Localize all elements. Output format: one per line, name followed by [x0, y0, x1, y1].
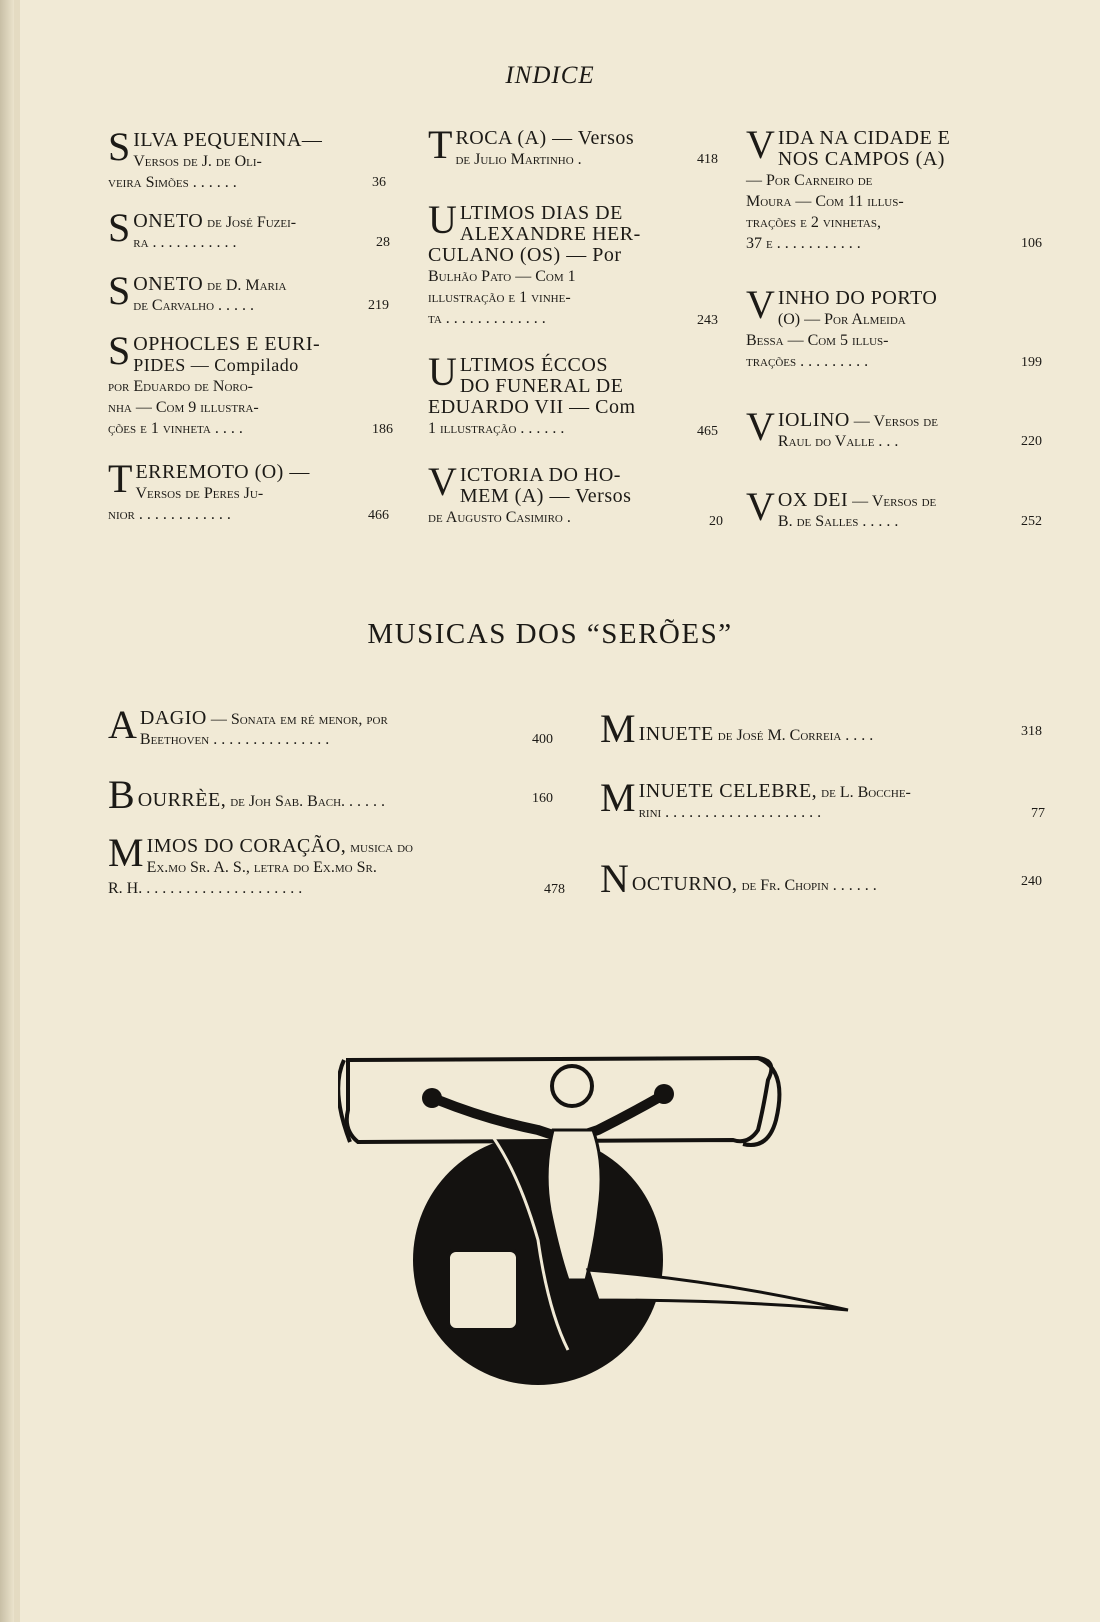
drop-cap: V: [746, 122, 775, 167]
toc-entry[interactable]: [428, 349, 666, 439]
toc-entry[interactable]: [746, 484, 984, 532]
entry-line: Moura — Com 11 illus-: [746, 193, 904, 210]
drop-cap: S: [108, 328, 131, 373]
entry-heading-tail: — Versos de: [849, 413, 938, 430]
entry-line: NOS CAMPOS (A): [777, 148, 945, 170]
entry-line: ções e 1 vinheta . . . .: [108, 420, 243, 437]
entry-heading-tail: — Sonata em ré menor, por: [206, 711, 388, 728]
toc-entry[interactable]: [108, 205, 346, 253]
entry-line: veira Simões . . . . . .: [108, 174, 237, 191]
drop-cap: T: [108, 456, 133, 501]
toc-entry[interactable]: [108, 328, 346, 439]
page-edge: [14, 0, 20, 1622]
page-number: 199: [1021, 355, 1042, 370]
entry-heading: INHO DO PORTO: [777, 287, 938, 309]
music-entry[interactable]: [600, 856, 1000, 901]
toc-entry[interactable]: [428, 459, 666, 528]
entry-line: trações e 2 vinhetas,: [746, 214, 881, 231]
toc-entry[interactable]: [746, 122, 984, 254]
entry-heading: IMOS DO CORAÇÃO,: [146, 835, 347, 857]
page-number: 219: [368, 298, 389, 313]
page-title: INDICE: [505, 62, 595, 89]
entry-heading: ONETO: [133, 210, 204, 232]
entry-line: 1 illustração . . . . . .: [428, 420, 565, 437]
page-number: 478: [544, 882, 565, 897]
entry-line: de Carvalho . . . . .: [133, 297, 255, 314]
music-entry[interactable]: [108, 830, 508, 899]
entry-line: — Por Carneiro de: [746, 172, 873, 189]
page-number: 220: [1021, 434, 1042, 449]
entry-heading: ROCA (A) — Versos: [455, 127, 635, 149]
toc-entry[interactable]: [108, 268, 346, 316]
cherub-head: [552, 1066, 592, 1106]
entry-line: ta . . . . . . . . . . . . .: [428, 310, 546, 327]
entry-line: Versos de Peres Ju-: [135, 485, 264, 502]
entry-heading-tail: de José M. Correia . . . .: [713, 727, 874, 744]
entry-heading-tail: de Joh Sab. Bach. . . . . .: [226, 793, 386, 810]
entry-heading: OURRÈE,: [137, 789, 227, 811]
entry-line: Versos de J. de Oli-: [133, 153, 262, 170]
page-number: 252: [1021, 514, 1042, 529]
entry-heading: INUETE CELEBRE,: [638, 780, 818, 802]
drop-cap: S: [108, 124, 131, 169]
entry-heading: OX DEI: [777, 489, 849, 511]
entry-line: Raul do Valle . . .: [777, 433, 899, 450]
music-entry[interactable]: [600, 775, 1000, 823]
page-number: 36: [372, 175, 386, 190]
drop-cap: U: [428, 197, 457, 242]
entry-heading: ICTORIA DO HO-: [459, 464, 621, 486]
entry-line: trações . . . . . . . . .: [746, 353, 869, 370]
entry-line: PIDES — Compilado: [133, 355, 299, 375]
entry-line: de Julio Martinho .: [455, 151, 582, 168]
entry-heading: OPHOCLES E EURI-: [133, 333, 321, 355]
drop-cap: T: [428, 122, 453, 167]
drop-cap: B: [108, 772, 135, 817]
page-number: 77: [1031, 806, 1045, 821]
cherub-left-hand: [422, 1088, 442, 1108]
entry-line: DO FUNERAL DE: [459, 375, 624, 397]
entry-line: EDUARDO VII — Com: [428, 396, 636, 418]
page-number: 186: [372, 422, 393, 437]
entry-heading: IDA NA CIDADE E: [777, 127, 951, 149]
music-entry[interactable]: [108, 702, 508, 750]
drop-cap: V: [746, 484, 775, 529]
page-number: 400: [532, 732, 553, 747]
toc-entry[interactable]: [428, 197, 666, 329]
page-number: 318: [1021, 724, 1042, 739]
entry-line: CULANO (OS) — Por: [428, 244, 622, 266]
section-title: MUSICAS DOS “SERÕES”: [367, 618, 733, 650]
page-number: 106: [1021, 236, 1042, 251]
entry-line: (O) — Por Almeida: [777, 311, 906, 328]
entry-heading: INUETE: [638, 723, 714, 745]
inkwell: [448, 1250, 518, 1330]
entry-line: illustração e 1 vinhe-: [428, 289, 571, 306]
entry-line: Bulhão Pato — Com 1: [428, 268, 576, 285]
drop-cap: V: [746, 404, 775, 449]
toc-entry[interactable]: [108, 456, 346, 525]
entry-heading-tail: de L. Bocche-: [817, 784, 911, 801]
toc-entry[interactable]: [746, 404, 984, 452]
entry-heading: LTIMOS ÉCCOS: [459, 354, 608, 376]
page-number: 240: [1021, 874, 1042, 889]
entry-heading: ONETO: [133, 273, 204, 295]
entry-heading-tail: musica do: [346, 839, 413, 856]
drop-cap: V: [428, 459, 457, 504]
music-entry[interactable]: [600, 706, 1000, 751]
drop-cap: V: [746, 282, 775, 327]
page-number: 418: [697, 152, 718, 167]
cherub-scroll-vignette: [338, 1050, 898, 1390]
entry-heading: ERREMOTO (O) —: [135, 461, 310, 483]
entry-heading-tail: de D. Maria: [203, 277, 287, 294]
entry-line: ALEXANDRE HER-: [459, 223, 641, 245]
entry-heading: OCTURNO,: [631, 873, 738, 895]
drop-cap: M: [108, 830, 144, 875]
music-entry[interactable]: [108, 772, 508, 817]
entry-line: nior . . . . . . . . . . . .: [108, 506, 231, 523]
toc-entry[interactable]: [746, 282, 984, 372]
entry-line: 37 e . . . . . . . . . . .: [746, 235, 861, 252]
entry-line: por Eduardo de Noro-: [108, 378, 253, 395]
cherub-right-hand: [654, 1084, 674, 1104]
entry-heading: LTIMOS DIAS DE: [459, 202, 623, 224]
entry-heading-tail: — Versos de: [848, 493, 937, 510]
entry-line: nha — Com 9 illustra-: [108, 399, 259, 416]
drop-cap: S: [108, 268, 131, 313]
page-number: 465: [697, 424, 718, 439]
toc-entry[interactable]: [108, 124, 346, 193]
drop-cap: M: [600, 706, 636, 751]
page-number: 466: [368, 508, 389, 523]
entry-heading: DAGIO: [139, 707, 207, 729]
entry-heading: ILVA PEQUENINA—: [133, 129, 323, 151]
entry-line: B. de Salles . . . . .: [777, 513, 899, 530]
drop-cap: U: [428, 349, 457, 394]
page-number: 160: [532, 791, 553, 806]
entry-line: Bessa — Com 5 illus-: [746, 332, 889, 349]
entry-line: rini . . . . . . . . . . . . . . . . . . . .: [638, 804, 822, 821]
entry-line: R. H. . . . . . . . . . . . . . . . . . . . .: [108, 880, 303, 897]
entry-line: Beethoven . . . . . . . . . . . . . . .: [139, 731, 330, 748]
entry-heading-tail: de José Fuzei-: [203, 214, 297, 231]
drop-cap: A: [108, 702, 137, 747]
drop-cap: N: [600, 856, 629, 901]
entry-line: ra . . . . . . . . . . .: [133, 234, 237, 251]
entry-heading-tail: de Fr. Chopin . . . . . .: [737, 877, 877, 894]
page-number: 243: [697, 313, 718, 328]
page-number: 28: [376, 235, 390, 250]
toc-entry[interactable]: [428, 122, 666, 170]
entry-heading: IOLINO: [777, 409, 850, 431]
entry-line: Ex.mo Sr. A. S., letra do Ex.mo Sr.: [146, 859, 377, 876]
page-number: 20: [709, 514, 723, 529]
drop-cap: S: [108, 205, 131, 250]
entry-line: MEM (A) — Versos: [459, 485, 632, 507]
page-edge-shadow: [0, 0, 14, 1622]
entry-line: de Augusto Casimiro .: [428, 509, 571, 526]
drop-cap: M: [600, 775, 636, 820]
